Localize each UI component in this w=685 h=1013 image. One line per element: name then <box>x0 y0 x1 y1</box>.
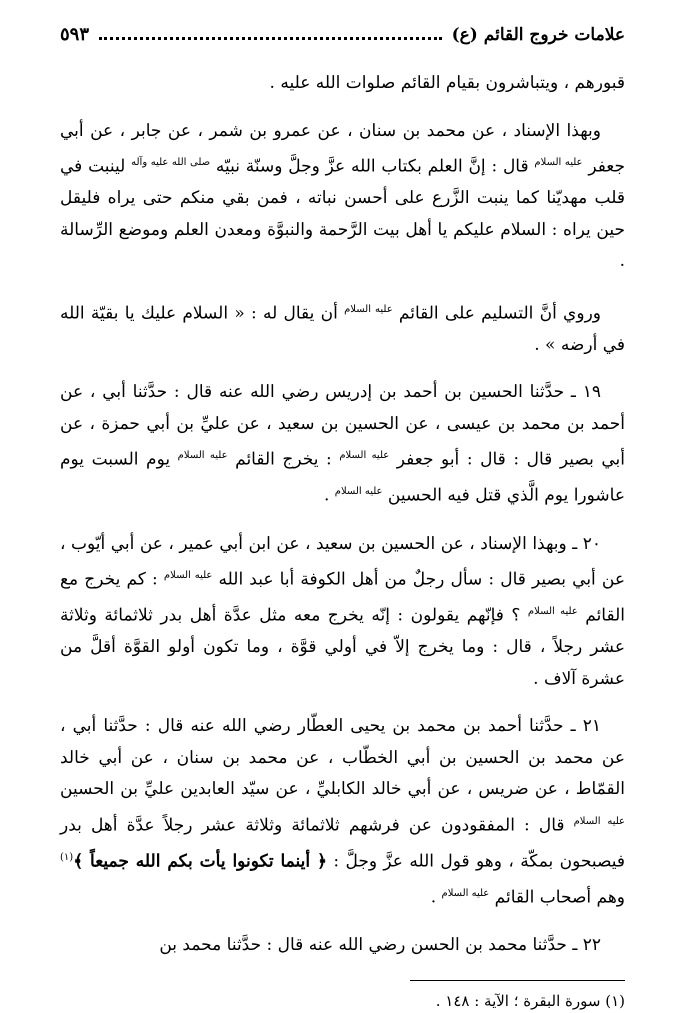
hadith-22 <box>60 930 625 962</box>
paragraph-text: وهم أصحاب القائم <box>494 887 625 908</box>
hadith-20 <box>60 529 625 696</box>
paragraph-text: ؟ فإنّهم يقولون : إنّه يخرج معه مثل عدَّة أهل بدر ثلاثمائة وثلاثة عشر رجلاً ، قال : وما يخرج إلاّ في أولي قوَّة ، وما تكون أولو القوَّة أقلَّ من عشرة آلاف . <box>60 605 625 689</box>
honorific-mark: عليه السلام <box>573 815 625 827</box>
hadith-19: ١٩ ـ حدَّثنا الحسين بن أحمد بن إدريس رضي الله عنه قال : حدَّثنا أبي ، عن أحمد بن محمد بن عيسى ، عن الحسين بن سعيد ، عن عليِّ بن أبي حمزة ، عن أبي بصير قال : قال : أبو جعفر $^{عليه السلام}$ : يخرج القائم $^{عليه السلام}$ يوم السبت يوم عاشورا يوم الَّذي قتل فيه الحسين $^{عليه السلام}$ . <box>60 382 626 507</box>
honorific-mark: صلى الله عليه وآله <box>131 157 211 168</box>
honorific-mark: عليه السلام <box>177 450 228 462</box>
paragraph-text: ٢٢ ـ حدَّثنا محمد بن الحسن رضي الله عنه قال : حدَّثنا محمد بن <box>159 935 601 956</box>
honorific-mark: عليه السلام <box>534 157 583 168</box>
honorific-mark: عليه السلام <box>339 450 390 462</box>
footnote-divider <box>410 980 625 981</box>
footnote: (١) سورة البقرة ؛ الآية : ١٤٨ . <box>435 991 625 1010</box>
honorific-mark: عليه السلام <box>527 606 578 618</box>
paragraph-3 <box>60 294 625 362</box>
paragraph-text: يوم السبت يوم عاشورا يوم الَّذي قتل فيه الحسين <box>60 449 625 507</box>
paragraph-text: قبورهم ، ويتباشرون بقيام القائم صلوات الله عليه . <box>269 73 625 93</box>
page <box>60 24 625 1013</box>
header-dot-leader <box>99 37 442 40</box>
paragraph-text: وروي أنَّ التسليم على القائم <box>398 303 601 324</box>
honorific-mark: عليه السلام <box>344 303 393 315</box>
footnote-ref[interactable]: (١) <box>60 852 74 864</box>
paragraph-text: : يخرج القائم <box>235 449 332 470</box>
quran-quote: ﴿ أينما تكونوا يأت بكم الله جميعاً ﴾ <box>73 851 327 872</box>
paragraph-text: لينبت في قلب مهديّنا كما ينبت الزَّرع على أحسن نباته ، فمن بقي منكم حتى يراه فليقل حين يراه : السلام عليكم يا أهل بيت الرَّحمة والنبوَّة ومعدن العلم وموضع الرِّسالة . <box>60 156 625 272</box>
hadith-21: ٢١ ـ حدَّثنا أحمد بن محمد بن يحيى العطّار رضي الله عنه قال : حدَّثنا أبي ، عن محمد بن الحسين بن أبي الخطّاب ، عن محمد بن سنان ، عن أبي خالد القمّاط ، عن ضريس ، عن أبي خالد الكابليِّ ، عن سيّد العابدين عليِّ بن الحسين $^{عليه السلام}$ قال : المفقودون عن فرشهم ثلاثمائة وثلاثة عشر رجلاً عدَّة أهل بدر فيصبحون بمكّة ، وهو قول الله عزَّ وجلَّ : ﴿ أينما تكونوا يأت بكم الله جميعاً ﴾$^{(١)}$ وهم أصحاب القائم $^{عليه السلام}$ . <box>60 716 626 908</box>
honorific-mark: عليه السلام <box>441 888 490 900</box>
page-number: ٥٩٣ <box>60 24 90 45</box>
paragraph-2 <box>60 116 625 278</box>
paragraph-text: ٢٠ ـ وبهذا الإسناد ، عن الحسين بن سعيد ، عن ابن أبي عمير ، عن أبي أيّوب ، عن أبي بصير قال : سأل رجلٌ من أهل الكوفة أبا عبد الله <box>60 533 626 590</box>
paragraph-text: أن يقال له : « السلام عليك يا بقيّة الله في أرضه » . <box>60 303 625 355</box>
paragraph-text: : كم يخرج مع القائم <box>60 569 625 626</box>
paragraph-1 <box>60 68 625 100</box>
honorific-mark: عليه السلام <box>334 486 383 498</box>
honorific-mark: عليه السلام <box>163 570 213 582</box>
paragraph-text: وبهذا الإسناد ، عن محمد بن سنان ، عن عمرو بن شمر ، عن جابر ، عن أبي جعفر <box>60 120 626 177</box>
running-header <box>60 24 625 62</box>
paragraph-text: ٢١ ـ حدَّثنا أحمد بن محمد بن يحيى العطّار رضي الله عنه قال : حدَّثنا أبي ، عن محمد بن الحسين بن أبي الخطّاب ، عن محمد بن سنان ، عن أبي خالد القمّاط ، عن ضريس ، عن أبي خالد الكابليِّ ، عن سيّد العابدين عليِّ بن الحسين <box>60 716 625 800</box>
header-title: علامات خروج القائم (ع) <box>451 25 625 45</box>
paragraph-text: قال : إنَّ العلم بكتاب الله عزَّ وجلَّ وسنّة نبيّه <box>215 156 529 177</box>
paragraph-text: ١٩ ـ حدَّثنا الحسين بن أحمد بن إدريس رضي الله عنه قال : حدَّثنا أبي ، عن أحمد بن محمد بن عيسى ، عن الحسين بن سعيد ، عن عليِّ بن أبي حمزة ، عن أبي بصير قال : قال : أبو جعفر <box>60 382 626 470</box>
paragraph-text: قال : المفقودون عن فرشهم ثلاثمائة وثلاثة عشر رجلاً عدَّة أهل بدر فيصبحون بمكّة ، وهو قول الله عزَّ وجلَّ : <box>60 815 626 872</box>
